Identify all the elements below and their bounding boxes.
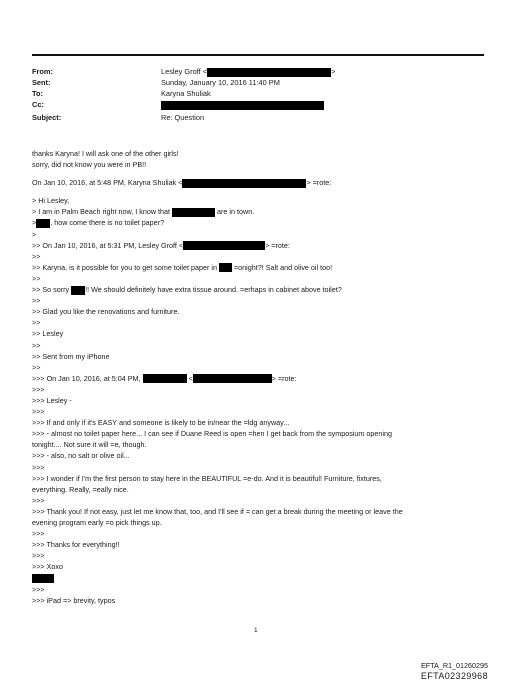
body-line: >>>: [32, 529, 45, 539]
header-rule: [32, 54, 484, 56]
body-line: >>: [32, 273, 41, 283]
subject-value: Re: Question: [161, 113, 205, 122]
body-line: tonight.... Not sure it will =e, though.: [32, 440, 147, 450]
body-line: >>>: [32, 551, 45, 561]
body-line: >>> Thank you! If not easy, just let me know that, too, and I'll see if = can get a break during the meeting or leave the: [32, 506, 403, 516]
body-line: sorry, did not know you were in PB!!: [32, 160, 147, 170]
body-line: >>> - almost no toilet paper here... I can see if Duane Reed is open =hen I get back from the symposium opening: [32, 429, 392, 439]
body-line: >>: [32, 251, 41, 261]
sent-label: Sent:: [32, 78, 51, 87]
cc-label: Cc:: [32, 100, 44, 109]
body-line: >>> Lesley -: [32, 395, 72, 405]
redaction-box: [219, 263, 232, 272]
from-value: Lesley Groff <: [161, 67, 208, 76]
body-line: >>: [32, 340, 41, 350]
redaction-box: [193, 374, 272, 383]
redaction-box: [182, 179, 306, 188]
body-line: >>> Xoxo: [32, 562, 63, 572]
subject-label: Subject:: [32, 113, 62, 122]
redaction-box: [207, 68, 331, 77]
to-label: To:: [32, 89, 43, 98]
body-line: [32, 572, 484, 583]
body-line: evening program early =o pick things up.: [32, 518, 162, 527]
body-line: > I am in Palm Beach right now, I know that are in town.: [32, 207, 255, 217]
document-id-small: EFTA_R1_01260295: [421, 661, 488, 670]
body-line: > Hi Lesley,: [32, 196, 70, 206]
redaction-box: [183, 241, 265, 250]
body-line: >>> - also, no salt or olive oil...: [32, 451, 130, 461]
body-line: >>: [32, 296, 41, 306]
body-line: >>> If and only if it's EASY and someone is likely to be in/near the =ldg anyway...: [32, 418, 290, 428]
body-line: >>: [32, 362, 41, 372]
body-line: >>> iPad => brevity, typos: [32, 595, 116, 605]
body-line: >> So sorry !! We should definitely have extra tissue around. =erhaps in cabinet above toilet?: [32, 285, 342, 295]
email-body: [32, 148, 484, 606]
body-line: >: [32, 229, 37, 239]
redaction-box: [161, 101, 324, 110]
body-line: >> Karyna, is it possible for you to get some toilet paper in =onight?! Salt and olive oil too!: [32, 262, 333, 272]
to-value: Karyna Shuliak: [161, 89, 211, 98]
from-value-end: >: [331, 67, 336, 76]
body-line: everything. Really, =eally nice.: [32, 484, 129, 494]
page-number: 1: [254, 627, 258, 634]
body-line: thanks Karyna! I will ask one of the other girls!: [32, 149, 179, 158]
sent-value: Sunday, January 10, 2016 11:40 PM: [161, 78, 280, 87]
body-line: On Jan 10, 2016, at 5:48 PM, Karyna Shuliak < > =rote:: [32, 178, 332, 188]
body-line: >>> Thanks for everything!!: [32, 540, 120, 550]
body-line: >>> On Jan 10, 2016, at 5:04 PM, < > =rote:: [32, 373, 297, 383]
body-line: >>>: [32, 495, 45, 505]
redaction-box: [32, 574, 54, 583]
body-line: >> On Jan 10, 2016, at 5:31 PM, Lesley Groff < > =rote:: [32, 240, 290, 250]
body-line: >>>: [32, 407, 45, 417]
body-line: >> Sent from my iPhone: [32, 351, 110, 361]
redaction-box: [172, 208, 215, 217]
redaction-box: [143, 374, 187, 383]
redaction-box: [36, 219, 50, 228]
body-line: >>>: [32, 462, 45, 472]
body-line: >> Glad you like the renovations and furniture.: [32, 307, 180, 317]
body-line: > , how come there is no toilet paper?: [32, 218, 165, 228]
body-line: >>>: [32, 384, 45, 394]
document-id-large: EFTA02329968: [420, 671, 488, 681]
body-line: >> Lesley: [32, 329, 64, 339]
body-line: >>> I wonder if I'm the first person to stay here in the BEAUTIFUL =e-do. And it is beautiful! Furniture, fixtures,: [32, 473, 382, 483]
body-line: >>>: [32, 584, 45, 594]
redaction-box: [71, 286, 85, 295]
from-label: From:: [32, 67, 53, 76]
body-line: >>: [32, 318, 41, 328]
